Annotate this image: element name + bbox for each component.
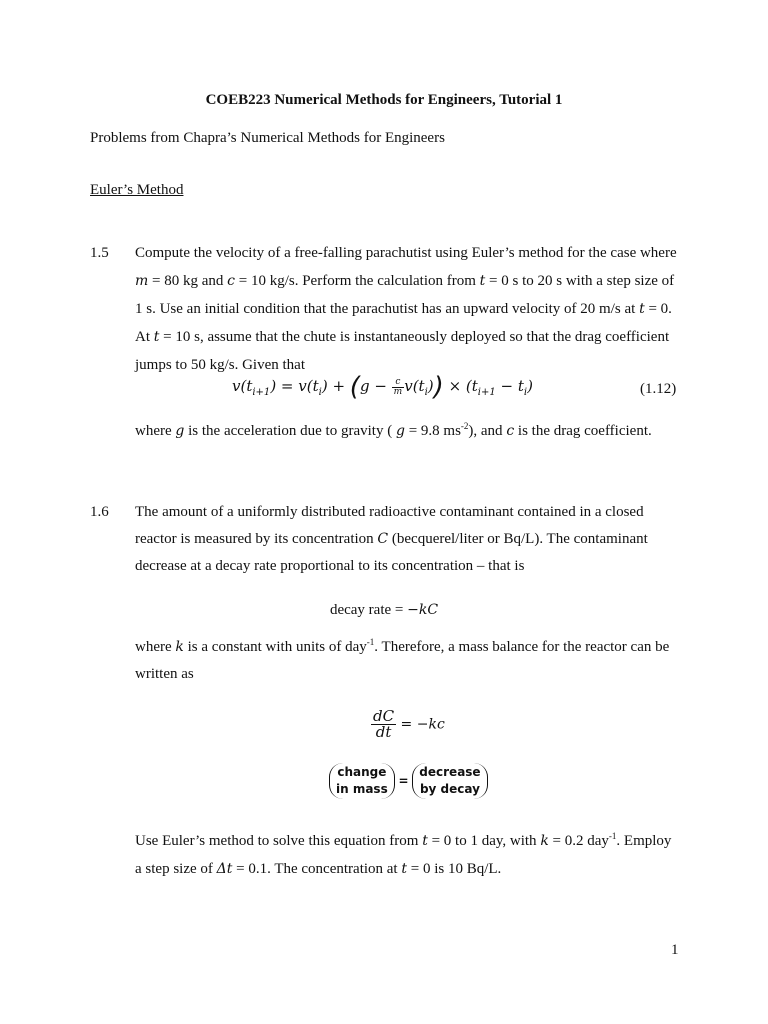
p16-line-1: The amount of a uniformly distributed radioactive contaminant contained in a closed	[135, 504, 644, 520]
p16-k-line: where k is a constant with units of day$^{-1}$. Therefore, a mass balance for the reactor can be	[135, 637, 670, 655]
p15-line-2: m = 80 kg and c = 10 kg/s. Perform the calculation from t = 0 s to 20 s with a step size of	[135, 273, 675, 289]
equation-label: (1.12)	[640, 381, 677, 397]
problem-number-1-5: 1.5	[90, 245, 109, 261]
p16-line-3: decrease at a decay rate proportional to its concentration – that is	[135, 558, 525, 574]
p16-line-2: reactor is measured by its concentration C (becquerel/liter or Bq/L). The contaminant	[135, 531, 648, 547]
document-title: COEB223 Numerical Methods for Engineers, Tutorial 1	[205, 92, 563, 108]
section-heading: Euler’s Method	[90, 182, 184, 198]
p16-step-size-line: a step size of Δt = 0.1. The concentration at t = 0 is 10 Bq/L.	[135, 861, 502, 877]
p16-use-euler-line: Use Euler’s method to solve this equation from t = 0 to 1 day, with k = 0.2 day$^{-1}$. Employ	[135, 831, 672, 849]
p15-line-3: 1 s. Use an initial condition that the parachutist has an upward velocity of 20 m/s at t = 0.	[135, 301, 672, 317]
decrease-by-decay-box: decrease by decay	[412, 763, 487, 799]
problem-number-1-6: 1.6	[90, 504, 109, 520]
p15-line-4: At t = 10 s, assume that the chute is instantaneously deployed so that the drag coefficient	[135, 329, 670, 345]
p15-line-5: jumps to 50 kg/s. Given that	[135, 357, 305, 373]
p16-written-as: written as	[135, 666, 194, 682]
p15-line-1: Compute the velocity of a free-falling parachutist using Euler’s method for the case where	[135, 245, 677, 261]
decay-rate-equation: decay rate = −kC	[329, 602, 439, 618]
mass-balance-words: change in mass = decrease by decay	[329, 763, 488, 799]
intro-line: Problems from Chapra’s Numerical Methods for Engineers	[90, 130, 445, 146]
equation-1-12: $v(t_{i+1}) = v(t_i) + (g$ − $\frac{c}{m}$ $v(t_i)) \times (t_{i+1} - t_i)$	[232, 372, 533, 402]
page-number: 1	[671, 942, 679, 958]
p15-where-line: where g is the acceleration due to gravity ( g = 9.8 $ms^{-2}$), and c is the drag coefficient.	[135, 421, 652, 439]
ode-equation: $\frac{dC}{dt}$ = −kc	[373, 707, 445, 741]
change-in-mass-box: change in mass	[329, 763, 395, 799]
